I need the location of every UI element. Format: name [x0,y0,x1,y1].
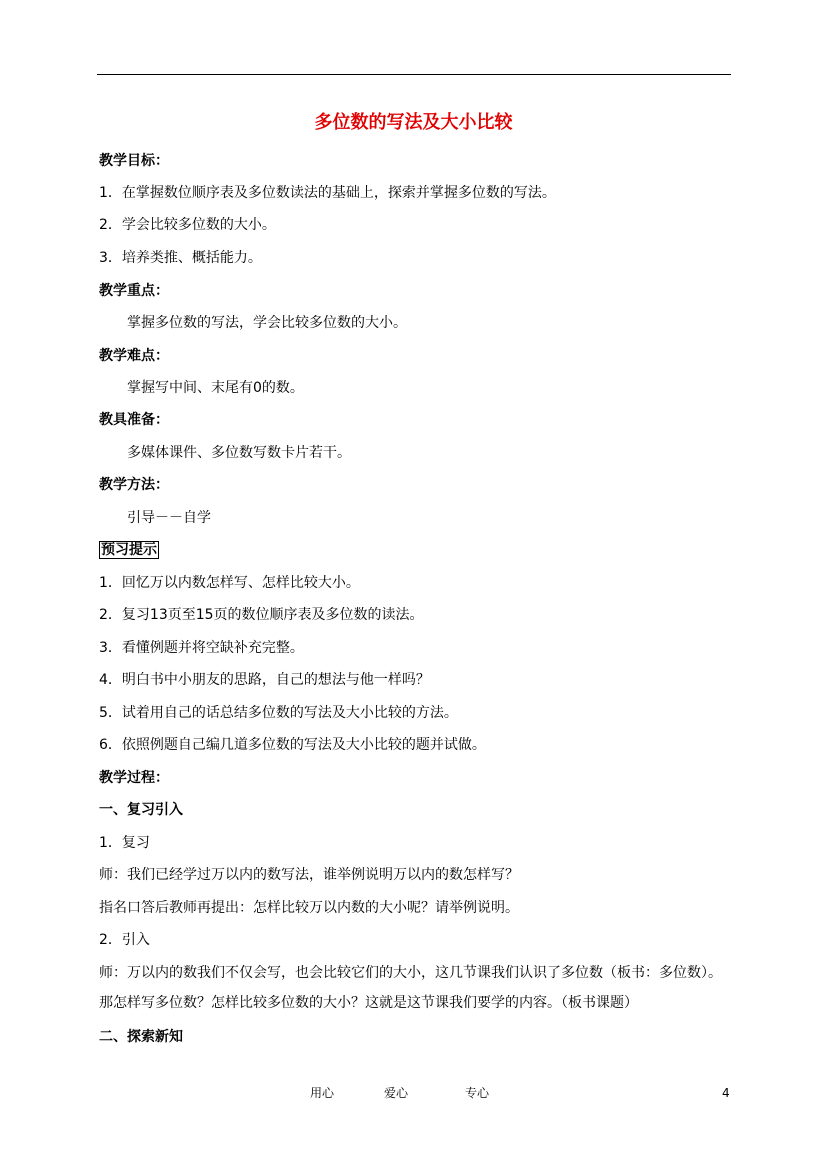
tools-text: 多媒体课件、多位数写数卡片若干。 [127,445,351,461]
part1-heading: 一、复习引入 [99,802,183,818]
preview-item-2: 2．复习13页至15页的数位顺序表及多位数的读法。 [99,607,424,623]
preview-item-4: 4．明白书中小朋友的思路，自己的想法与他一样吗？ [99,672,430,688]
intro-label: 2．引入 [99,932,150,948]
goals-heading: 教学目标： [99,153,169,169]
method-heading: 教学方法： [99,477,169,493]
preview-item-6: 6．依照例题自己编几道多位数的写法及大小比较的题并试做。 [99,737,486,753]
part2-heading: 二、探索新知 [99,1029,183,1045]
preview-item-1: 1．回忆万以内数怎样写、怎样比较大小。 [99,575,360,591]
preview-item-3: 3．看懂例题并将空缺补充完整。 [99,640,304,656]
preview-heading-wrap [99,540,159,560]
preview-item-5: 5．试着用自己的话总结多位数的写法及大小比较的方法。 [99,705,458,721]
footer-word-2: 爱心 [384,1086,409,1100]
process-heading: 教学过程： [99,770,169,786]
key-points-heading: 教学重点： [99,283,169,299]
page-number: 4 [722,1086,730,1100]
document-title: 多位数的写法及大小比较 [314,112,513,133]
footer-word-3: 专心 [465,1086,490,1100]
header-rule [97,74,731,75]
goal-item-1: 1．在掌握数位顺序表及多位数读法的基础上，探索并掌握多位数的写法。 [99,185,556,201]
method-text: 引导－－自学 [127,510,211,526]
key-points-text: 掌握多位数的写法，学会比较多位数的大小。 [127,315,407,331]
goal-item-3: 3．培养类推、概括能力。 [99,250,262,266]
review-label: 1．复习 [99,835,150,851]
difficulty-heading: 教学难点： [99,348,169,364]
tools-heading: 教具准备： [99,412,169,428]
preview-heading: 预习提示 [101,542,157,558]
footer-word-1: 用心 [310,1086,335,1100]
goal-item-2: 2．学会比较多位数的大小。 [99,217,276,233]
review-followup-text: 指名口答后教师再提出：怎样比较万以内数的大小呢？请举例说明。 [99,900,519,916]
review-teacher-text: 师：我们已经学过万以内的数写法，谁举例说明万以内的数怎样写？ [99,867,519,883]
difficulty-text: 掌握写中间、末尾有0的数。 [127,380,304,396]
intro-teacher-text: 师：万以内的数我们不仅会写，也会比较它们的大小，这几节课我们认识了多位数（板书：多位数）。那怎样写多位数？怎样比较多位数的大小？这就是这节课我们要学的内容。（板书课题） [99,965,722,1011]
